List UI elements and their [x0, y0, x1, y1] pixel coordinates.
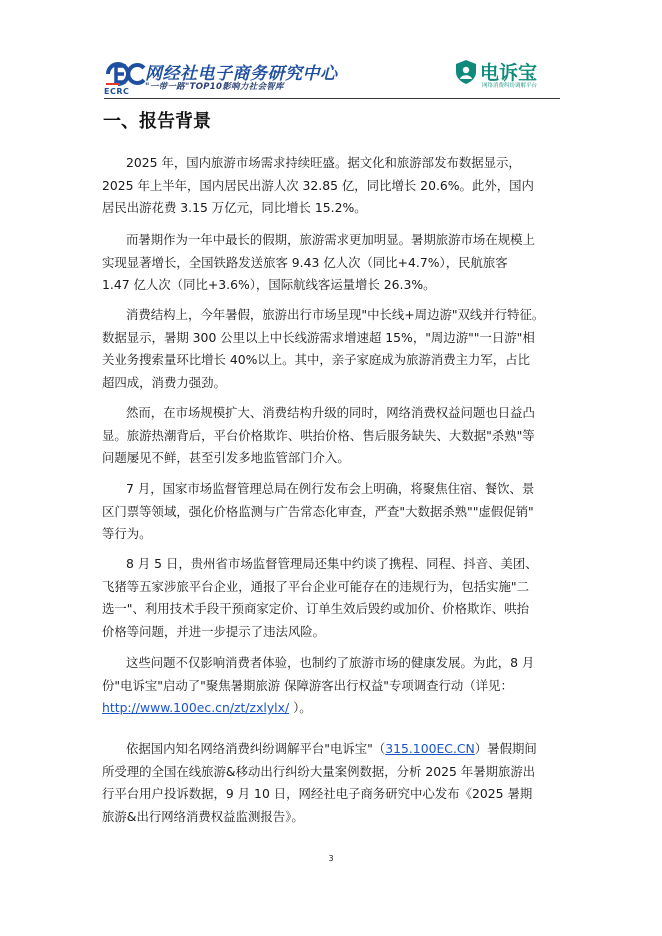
- header-divider: [104, 98, 560, 99]
- text-line: 行平台用户投诉数据，9 月 10 日，网经社电子商务研究中心发布《2025 暑期: [102, 786, 533, 801]
- text-fragment: 依据国内知名网络消费纠纷调解平台"电诉宝"（: [126, 741, 386, 756]
- text-line: 区门票等领域，强化价格监测与广告常态化审查，严查"大数据杀熟""虚假促销": [102, 503, 534, 519]
- ecrc-wordmark: ECRC: [104, 87, 130, 96]
- text-line: 显。旅游热潮背后，平台价格欺诈、哄抬价格、售后服务缺失、大数据"杀熟"等: [102, 427, 535, 443]
- text-line: 所受理的全国在线旅游&移动出行纠纷大量案例数据，分析 2025 年暑期旅游出: [102, 763, 536, 779]
- text-line: 问题屡见不鲜，甚至引发多地监管部门介入。: [102, 450, 350, 465]
- section-title: 一、报告背景: [103, 111, 211, 132]
- paragraph: [102, 304, 572, 394]
- paragraph: [102, 402, 572, 470]
- paragraph: [102, 152, 572, 220]
- text-line: 这些问题不仅影响消费者体验，也制约了旅游市场的健康发展。为此，8 月: [126, 655, 535, 670]
- text-line: 1.47 亿人次（同比+3.6%），国际航线客运量增长 26.3%。: [102, 277, 436, 292]
- text-line: 份"电诉宝"启动了"聚焦暑期旅游 保障游客出行权益"专项调查行动（详见：: [102, 677, 513, 693]
- text-line: 7 月，国家市场监督管理总局在例行发布会上明确，将聚焦住宿、餐饮、景: [126, 481, 535, 496]
- platform-subtitle: 网络消费纠纷调解平台: [482, 83, 538, 89]
- org-name: 网经社电子商务研究中心: [145, 64, 338, 84]
- text-line: 选一"、利用技术手段干预商家定价、订单生效后毁约或加价、价格欺诈、哄抬: [102, 601, 529, 616]
- text-line: 而暑期作为一年中最长的假期，旅游需求更加明显。暑期旅游市场在规模上: [126, 232, 535, 247]
- text-fragment: ）暑假期间: [474, 741, 537, 756]
- text-line: 2025 年上半年，国内居民出游人次 32.85 亿，同比增长 20.6%。此外，国内: [102, 177, 534, 193]
- text-line: 等行为。: [102, 526, 152, 541]
- text-line: 消费结构上，今年暑假，旅游出行市场呈现"中长线+周边游"双线并行特征。: [126, 307, 545, 322]
- text-fragment: ）。: [289, 700, 312, 715]
- platform-link[interactable]: 315.100EC.CN: [385, 741, 475, 756]
- ecrc-logo-mark: [104, 60, 148, 88]
- text-line: 数据显示，暑期 300 公里以上中长线游需求增速超 15%，"周边游""一日游"相: [102, 329, 535, 345]
- text-line: 实现显著增长，全国铁路发送旅客 9.43 亿人次（同比+4.7%），民航旅客: [102, 254, 508, 270]
- page-number: 3: [328, 854, 334, 863]
- text-line: 旅游&出行网络消费权益监测报告》。: [102, 808, 304, 824]
- paragraph: [102, 229, 572, 297]
- paragraph: [102, 738, 572, 828]
- paragraph: [102, 478, 572, 546]
- text-line: [102, 697, 572, 720]
- text-line: 2025 年，国内旅游市场需求持续旺盛。据文化和旅游部发布数据显示，: [126, 155, 521, 170]
- page-header: [0, 0, 662, 98]
- text-line: 飞猪等五家涉旅平台企业，通报了平台企业可能存在的违规行为，包括实施"二: [102, 578, 529, 594]
- text-line: 关业务搜索量环比增长 40%以上。其中，亲子家庭成为旅游消费主力军，占比: [102, 352, 530, 367]
- text-line: 居民出游花费 3.15 万亿元，同比增长 15.2%。: [102, 200, 367, 215]
- survey-link[interactable]: http://www.100ec.cn/zt/zxlylx/: [102, 700, 290, 715]
- paragraph: [102, 652, 572, 720]
- text-line: 超四成，消费力强劲。: [102, 374, 226, 390]
- text-line: 8 月 5 日，贵州省市场监督管理局还集中约谈了携程、同程、抖音、美团、: [126, 556, 538, 571]
- shield-icon: [454, 59, 478, 85]
- paragraph: [102, 553, 572, 643]
- ecrc-logo-icon: [104, 60, 148, 96]
- text-line: [102, 738, 572, 761]
- platform-name: 电诉宝: [480, 62, 538, 84]
- text-line: 然而，在市场规模扩大、消费结构升级的同时，网络消费权益问题也日益凸: [126, 405, 535, 420]
- text-line: 价格等问题，并进一步提示了违法风险。: [102, 623, 326, 639]
- org-slogan: "一带一路"TOP10影响力社会智库: [145, 82, 284, 92]
